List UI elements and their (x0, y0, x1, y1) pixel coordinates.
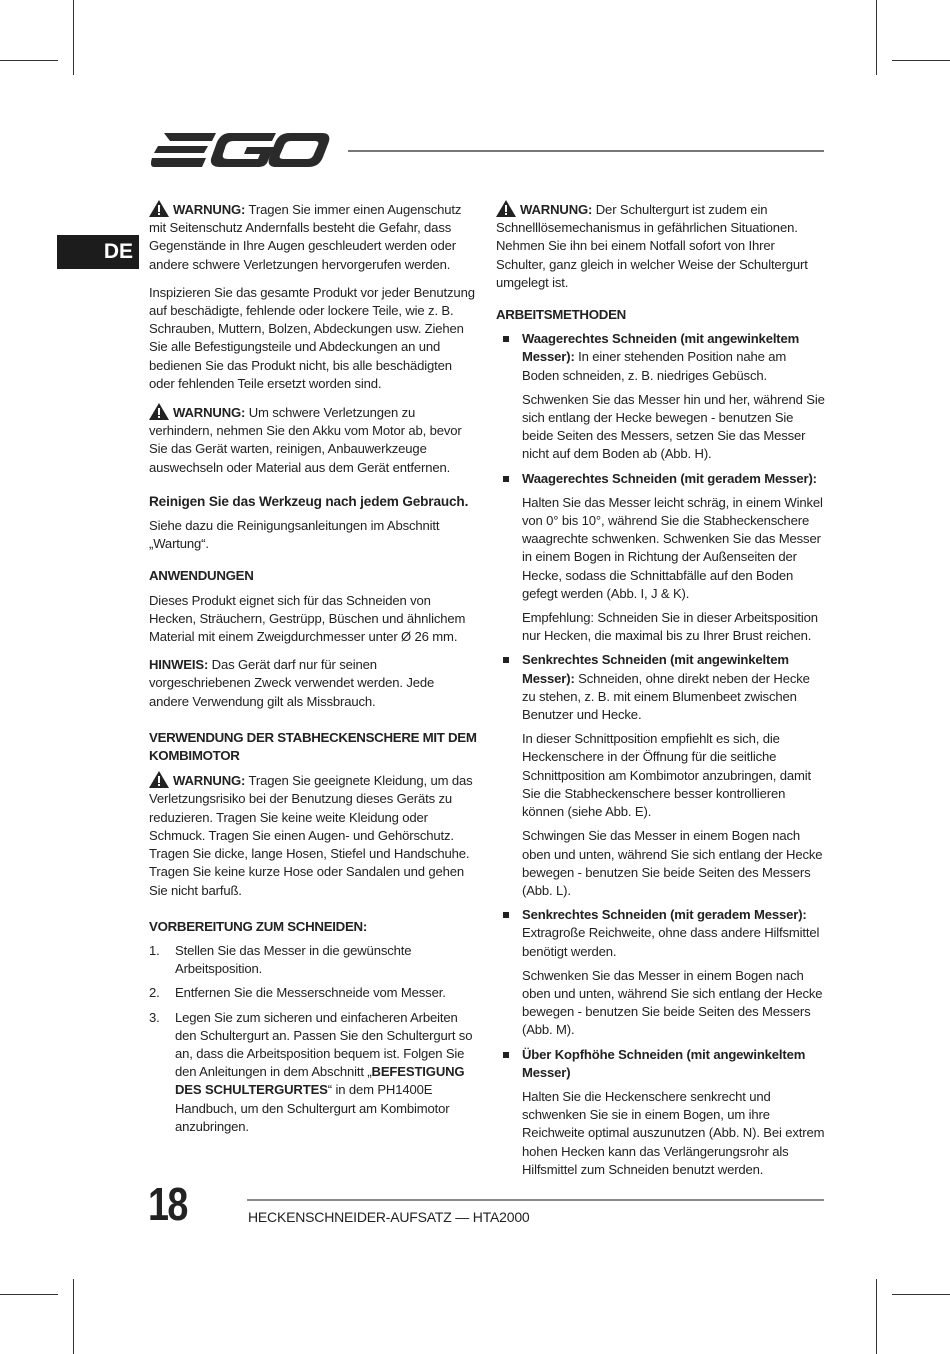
crop-mark (876, 0, 877, 75)
method-text: Schneiden, ohne direkt neben der Hecke zu stehen, z. B. mit einem Blumenbeet zwischen Benutzer und Hecke. (522, 670, 810, 723)
list-item (149, 984, 477, 1002)
warning-label: WARNUNG: (520, 202, 593, 217)
page-number: 18 (148, 1178, 187, 1230)
bullet-square-icon (503, 336, 509, 342)
warning-text: Um schwere Verletzungen zu verhindern, nehmen Sie den Akku vom Motor ab, bevor Sie das Gerät warten, reinigen, Anbauwerkzeuge auswechseln oder Material aus dem Gerät entfernen. (149, 405, 462, 475)
footer-rule (247, 1199, 824, 1201)
list-item (496, 1046, 826, 1179)
step-number: 3. (149, 1009, 160, 1025)
step-number: 2. (149, 985, 160, 1001)
bullet-square-icon (503, 912, 509, 918)
footer-title: HECKENSCHNEIDER-AUFSATZ — HTA2000 (248, 1209, 530, 1225)
step-text: Stellen Sie das Messer in die gewünschte Arbeitsposition. (175, 942, 412, 977)
applications-heading: ANWENDUNGEN (149, 568, 254, 584)
crop-mark (892, 60, 950, 61)
method-paragraph: Halten Sie die Heckenschere senkrecht und schwenken Sie sie in einem Bogen, um ihre Reichweite optimal auszunutzen (Abb. N). Bei extrem hohen Hecken kann das Verlängerungsrohr als Hilfsmittel zum Schneiden benutzt werden. (522, 1088, 825, 1177)
warning-shoulder-strap (496, 200, 826, 292)
method-text: In einer stehenden Position nahe am Boden schneiden, z. B. niedriges Gebüsch. (522, 349, 787, 383)
methods-heading: ARBEITSMETHODEN (496, 307, 626, 323)
methods-list (496, 330, 826, 1179)
inspect-paragraph: Inspizieren Sie das gesamte Produkt vor jeder Benutzung auf beschädigte, fehlende oder lockere Teile, wie z. B. Schrauben, Muttern, Bolzen, Abdeckungen usw. Ziehen Sie alle Befestigungsteile und Abdeckungen an und bedienen Sie das Produkt nicht, bis alle beschädigten oder fehlenden Teile ersetzt worden sind. (149, 284, 475, 391)
warning-triangle-icon (496, 200, 516, 217)
method-title: Waagerechtes Schneiden (mit angewinkeltem Messer): (522, 331, 800, 365)
note-paragraph (149, 656, 477, 711)
crop-mark (73, 0, 74, 75)
warning-triangle-icon (149, 200, 169, 217)
warning-text: Tragen Sie geeignete Kleidung, um das Verletzungsrisiko bei der Benutzung dieses Geräts zu reduzieren. Tragen Sie keine weite Kleidung oder Schmuck. Tragen Sie einen Augen- und Gehörschutz. Tragen Sie dicke, lange Hosen, Stiefel und Handschuhe. Tragen Sie keine kurze Hose oder Sandalen und gehen Sie nicht barfuß. (149, 773, 473, 898)
method-paragraph: Halten Sie das Messer leicht schräg, in einem Winkel von 0° bis 10°, während Sie die Stabheckenschere waagrechte schwenken. Schwenken Sie das Messer in einem Bogen in Richtung der Außenseiten der Hecke, sodass die Schnittabfälle auf den Boden gefegt werden (Abb. I, J & K). (522, 494, 823, 601)
step-text: “ in dem PH1400E Handbuch, um den Schultergurt am Kombimotor anzubringen. (175, 1082, 450, 1134)
applications-text: Dieses Produkt eignet sich für das Schneiden von Hecken, Sträuchern, Gestrüpp, Büschen und ähnlichem Material mit einem Zweigdurchmesser unter Ø 26 mm. (149, 592, 466, 645)
warning-text: Der Schultergurt ist zudem ein Schnelllösemechanismus in gefährlichen Situationen. Nehmen Sie ihn bei einem Notfall sofort von Ihrer Schulter, ganz gleich in welcher Weise der Schultergurt umgelegt ist. (496, 202, 808, 290)
warning-triangle-icon (149, 403, 169, 420)
crop-mark (73, 1279, 74, 1354)
list-item (496, 906, 826, 1039)
method-title: Über Kopfhöhe Schneiden (mit angewinkeltem Messer) (522, 1046, 806, 1080)
method-paragraph: Schwenken Sie das Messer in einem Bogen nach oben und unten, während Sie sich entlang der Hecke bewegen - benutzen Sie beide Seiten des Messers (Abb. M). (522, 967, 823, 1038)
language-tab: DE (57, 235, 139, 269)
prep-heading: VORBEREITUNG ZUM SCHNEIDEN: (149, 918, 367, 934)
method-title: Senkrechtes Schneiden (mit geradem Messer): (522, 907, 807, 923)
method-paragraph: In dieser Schnittposition empfiehlt es sich, die Heckenschere in der Öffnung für die seitliche Schnittposition am Kombimotor anzubringen, damit Sie die Stabheckenschere besser kontrollieren können (siehe Abb. E). (522, 731, 812, 820)
warning-label: WARNUNG: (173, 773, 246, 789)
prep-steps (149, 942, 477, 1136)
warning-remove-battery (149, 403, 477, 477)
left-column (149, 200, 477, 1142)
ego-logo (150, 130, 330, 170)
clean-heading: Reinigen Sie das Werkzeug nach jedem Gebrauch. (149, 493, 469, 509)
list-item (496, 651, 826, 900)
method-paragraph: Schwenken Sie das Messer hin und her, während Sie sich entlang der Hecke bewegen - benutzen Sie beide Seiten des Messers, setzen Sie das Messer nicht auf dem Boden ab (Abb. H). (522, 391, 825, 462)
usage-heading: VERWENDUNG DER STABHECKENSCHERE MIT DEM KOMBIMOTOR (149, 729, 477, 764)
step-text: Entfernen Sie die Messerschneide vom Messer. (175, 985, 446, 1001)
method-title: Senkrechtes Schneiden (mit angewinkeltem Messer): (522, 652, 789, 686)
method-text: Extragroße Reichweite, ohne dass andere Hilfsmittel benötigt werden. (522, 925, 820, 959)
crop-mark (0, 60, 58, 61)
note-label: HINWEIS: (149, 657, 209, 673)
step-number: 1. (149, 942, 160, 958)
bullet-square-icon (503, 476, 509, 482)
crop-mark (892, 1294, 950, 1295)
method-paragraph: Empfehlung: Schneiden Sie in dieser Arbeitsposition nur Hecken, die maximal bis zu Ihrer Brust reichen. (522, 610, 818, 644)
list-item (496, 470, 826, 646)
warning-label: WARNUNG: (173, 202, 246, 217)
header-rule (348, 150, 824, 152)
method-title: Waagerechtes Schneiden (mit geradem Messer): (522, 470, 817, 486)
list-item (496, 330, 826, 463)
method-paragraph: Schwingen Sie das Messer in einem Bogen nach oben und unten, während Sie sich entlang der Hecke bewegen - benutzen Sie beide Seiten des Messers (Abb. L). (522, 828, 823, 898)
step-text: Legen Sie zum sicheren und einfacheren Arbeiten den Schultergurt an. Passen Sie den Schultergurt so an, dass die Arbeitsposition bequem ist. Folgen Sie den Anleitungen in dem Abschnitt „ (175, 1009, 473, 1080)
bullet-square-icon (503, 1052, 509, 1058)
warning-text: Tragen Sie immer einen Augenschutz mit Seitenschutz Andernfalls besteht die Gefahr, dass Gegenstände in Ihre Augen geschleudert werden oder andere schwere Verletzungen hervorgerufen werden. (149, 202, 462, 272)
bullet-square-icon (503, 657, 509, 663)
warning-eye-protection (149, 200, 477, 274)
warning-clothing (149, 771, 477, 899)
step-section-ref: BEFESTIGUNG DES SCHULTERGURTES (175, 1064, 465, 1098)
list-item (149, 1009, 477, 1136)
warning-label: WARNUNG: (173, 405, 246, 421)
crop-mark (876, 1279, 877, 1354)
clean-text: Siehe dazu die Reinigungsanleitungen im Abschnitt „Wartung“. (149, 518, 440, 552)
warning-triangle-icon (149, 771, 169, 788)
right-column (496, 200, 826, 1185)
note-text: Das Gerät darf nur für seinen vorgeschriebenen Zweck verwendet werden. Jede andere Verwendung gilt als Missbrauch. (149, 657, 435, 709)
list-item (149, 942, 477, 978)
crop-mark (0, 1294, 58, 1295)
